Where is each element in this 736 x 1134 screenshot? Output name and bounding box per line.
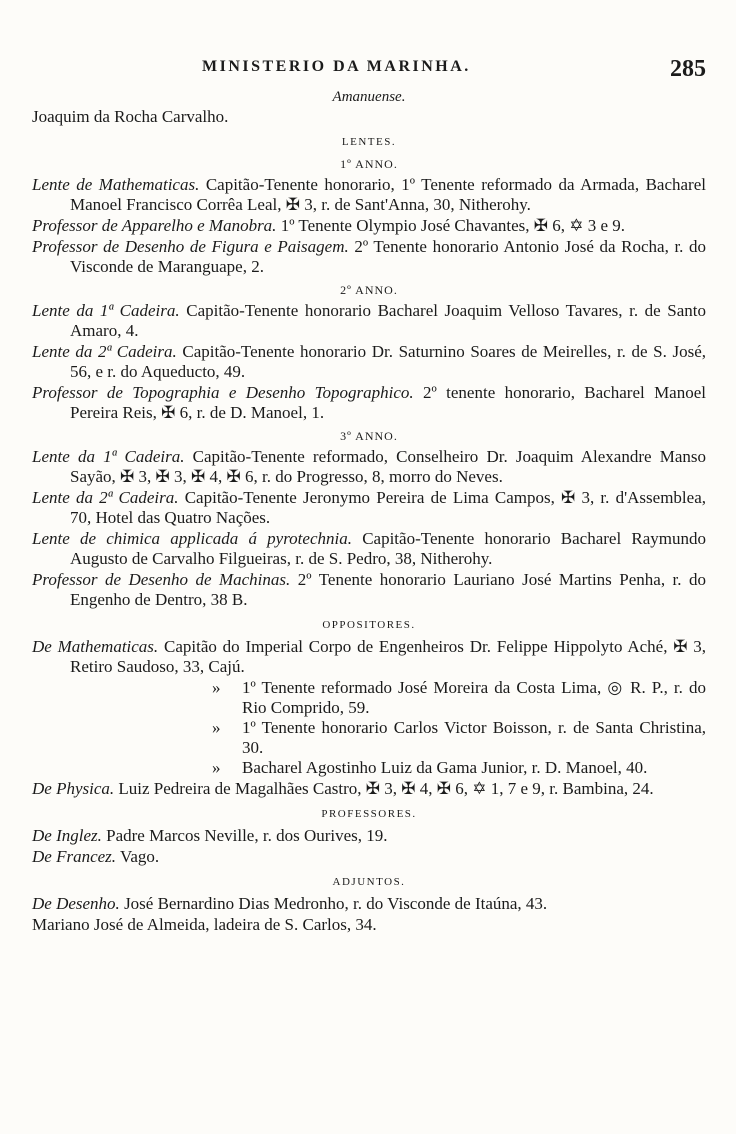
entry xyxy=(32,826,706,846)
entry-role: Lente de chimica applicada á pyrotechnia. xyxy=(32,529,352,548)
entry-text: Padre Marcos Neville, r. dos Ourives, 19. xyxy=(106,826,388,845)
entry-text: Capitão-Tenente honorario Bacharel Raymundo Augusto de Carvalho Filgueiras, r. de S. Pedro, 38, Nitherohy. xyxy=(70,529,707,568)
ditto-mark: » xyxy=(212,758,221,777)
entry xyxy=(32,915,706,935)
section-heading-adjuntos: ADJUNTOS. xyxy=(332,876,406,888)
entry xyxy=(32,570,706,610)
entry-text: Luiz Pedreira de Magalhães Castro, ✠ 3, ✠ 4, ✠ 6, ✡ 1, 7 e 9, r. Bambina, 24. xyxy=(118,779,654,798)
entry xyxy=(32,447,706,487)
entry-text: Bacharel Agostinho Luiz da Gama Junior, r. D. Manoel, 40. xyxy=(242,758,648,777)
entry xyxy=(32,529,706,569)
ditto-mark: » xyxy=(212,678,221,697)
entry-text: 2º Tenente honorario Antonio José da Rocha, r. do Visconde de Maranguape, 2. xyxy=(70,237,707,276)
entry-role: De Mathematicas. xyxy=(32,637,159,656)
entry xyxy=(32,216,706,236)
entry-role: Lente de Mathematicas. xyxy=(32,175,200,194)
year-heading-3: 3º ANNO. xyxy=(340,429,398,443)
entry-role: Lente da 2ª Cadeira. xyxy=(32,488,179,507)
entry-text: Capitão-Tenente honorario Bacharel Joaquim Velloso Tavares, r. de Santo Amaro, 4. xyxy=(70,301,707,340)
continuation-entry xyxy=(32,718,706,758)
page-number: 285 xyxy=(670,56,706,82)
section-heading-professores: PROFESSORES. xyxy=(321,808,417,820)
year-heading-1: 1º ANNO. xyxy=(340,157,398,171)
entry-role: Professor de Desenho de Figura e Paisagem. xyxy=(32,237,349,256)
entry xyxy=(32,488,706,528)
entry xyxy=(32,237,706,277)
entry-role: Lente da 1ª Cadeira. xyxy=(32,301,180,320)
page-content xyxy=(32,88,706,936)
entry-text: 2º Tenente honorario Lauriano José Martins Penha, r. do Engenho de Dentro, 38 B. xyxy=(70,570,707,609)
entry-text: 1º Tenente Olympio José Chavantes, ✠ 6, ✡ 3 e 9. xyxy=(280,216,626,235)
entry xyxy=(32,342,706,382)
section-heading-amanuense: Amanuense. xyxy=(332,89,406,105)
entry-role: De Physica. xyxy=(32,779,115,798)
entry-role: De Desenho. xyxy=(32,894,120,913)
entry-text: Capitão-Tenente honorario, 1º Tenente reformado da Armada, Bacharel Manoel Francisco Corrêa Leal, ✠ 3, r. de Sant'Anna, 30, Nitherohy. xyxy=(70,175,706,214)
entry-text: Capitão-Tenente Jeronymo Pereira de Lima Campos, ✠ 3, r. d'Assemblea, 70, Hotel das Quatro Nações. xyxy=(70,488,707,527)
entry-role: Lente da 2ª Cadeira. xyxy=(32,342,177,361)
entry xyxy=(32,894,706,914)
entry-role: Professor de Apparelho e Manobra. xyxy=(32,216,277,235)
entry-text: Capitão-Tenente reformado, Conselheiro Dr. Joaquim Alexandre Manso Sayão, ✠ 3, ✠ 3, ✠ 4, ✠ 6, r. do Progresso, 8, morro do Neves. xyxy=(70,447,707,486)
amanuense-name: Joaquim da Rocha Carvalho. xyxy=(32,107,229,126)
entry-text: Capitão do Imperial Corpo de Engenheiros Dr. Felippe Hippolyto Aché, ✠ 3, Retiro Saudoso, 33, Cajú. xyxy=(70,637,707,676)
entry-text: 1º Tenente reformado José Moreira da Costa Lima, ◎ R. P., r. do Rio Comprido, 59. xyxy=(242,678,706,717)
entry-text: Capitão-Tenente honorario Dr. Saturnino Soares de Meirelles, r. de S. José, 56, e r. do Aqueducto, 49. xyxy=(70,342,707,381)
ditto-mark: » xyxy=(212,718,221,737)
entry-role: Lente da 1ª Cadeira. xyxy=(32,447,185,466)
entry-role: Professor de Topographia e Desenho Topographico. xyxy=(32,383,414,402)
year-heading-2: 2º ANNO. xyxy=(340,283,398,297)
entry xyxy=(32,175,706,215)
entry-role: Professor de Desenho de Machinas. xyxy=(32,570,291,589)
entry-text: 2º tenente honorario, Bacharel Manoel Pereira Reis, ✠ 6, r. de D. Manoel, 1. xyxy=(70,383,707,422)
page-header xyxy=(0,56,736,86)
entry xyxy=(32,847,706,867)
entry xyxy=(32,637,706,677)
running-title: MINISTERIO DA MARINHA. xyxy=(202,58,471,75)
entry-role: De Inglez. xyxy=(32,826,102,845)
entry xyxy=(32,301,706,341)
entry-text: Vago. xyxy=(119,847,160,866)
entry-text: 1º Tenente honorario Carlos Victor Boisson, r. de Santa Christina, 30. xyxy=(242,718,706,757)
continuation-entry xyxy=(32,758,706,778)
section-heading-lentes: LENTES. xyxy=(341,136,397,148)
entry-text: Mariano José de Almeida, ladeira de S. Carlos, 34. xyxy=(32,915,377,934)
section-heading-oppositores: OPPOSITORES. xyxy=(322,619,416,631)
continuation-entry xyxy=(32,678,706,718)
entry-role: De Francez. xyxy=(32,847,117,866)
entry-text: José Bernardino Dias Medronho, r. do Visconde de Itaúna, 43. xyxy=(124,894,548,913)
entry xyxy=(32,779,706,799)
entry xyxy=(32,383,706,423)
